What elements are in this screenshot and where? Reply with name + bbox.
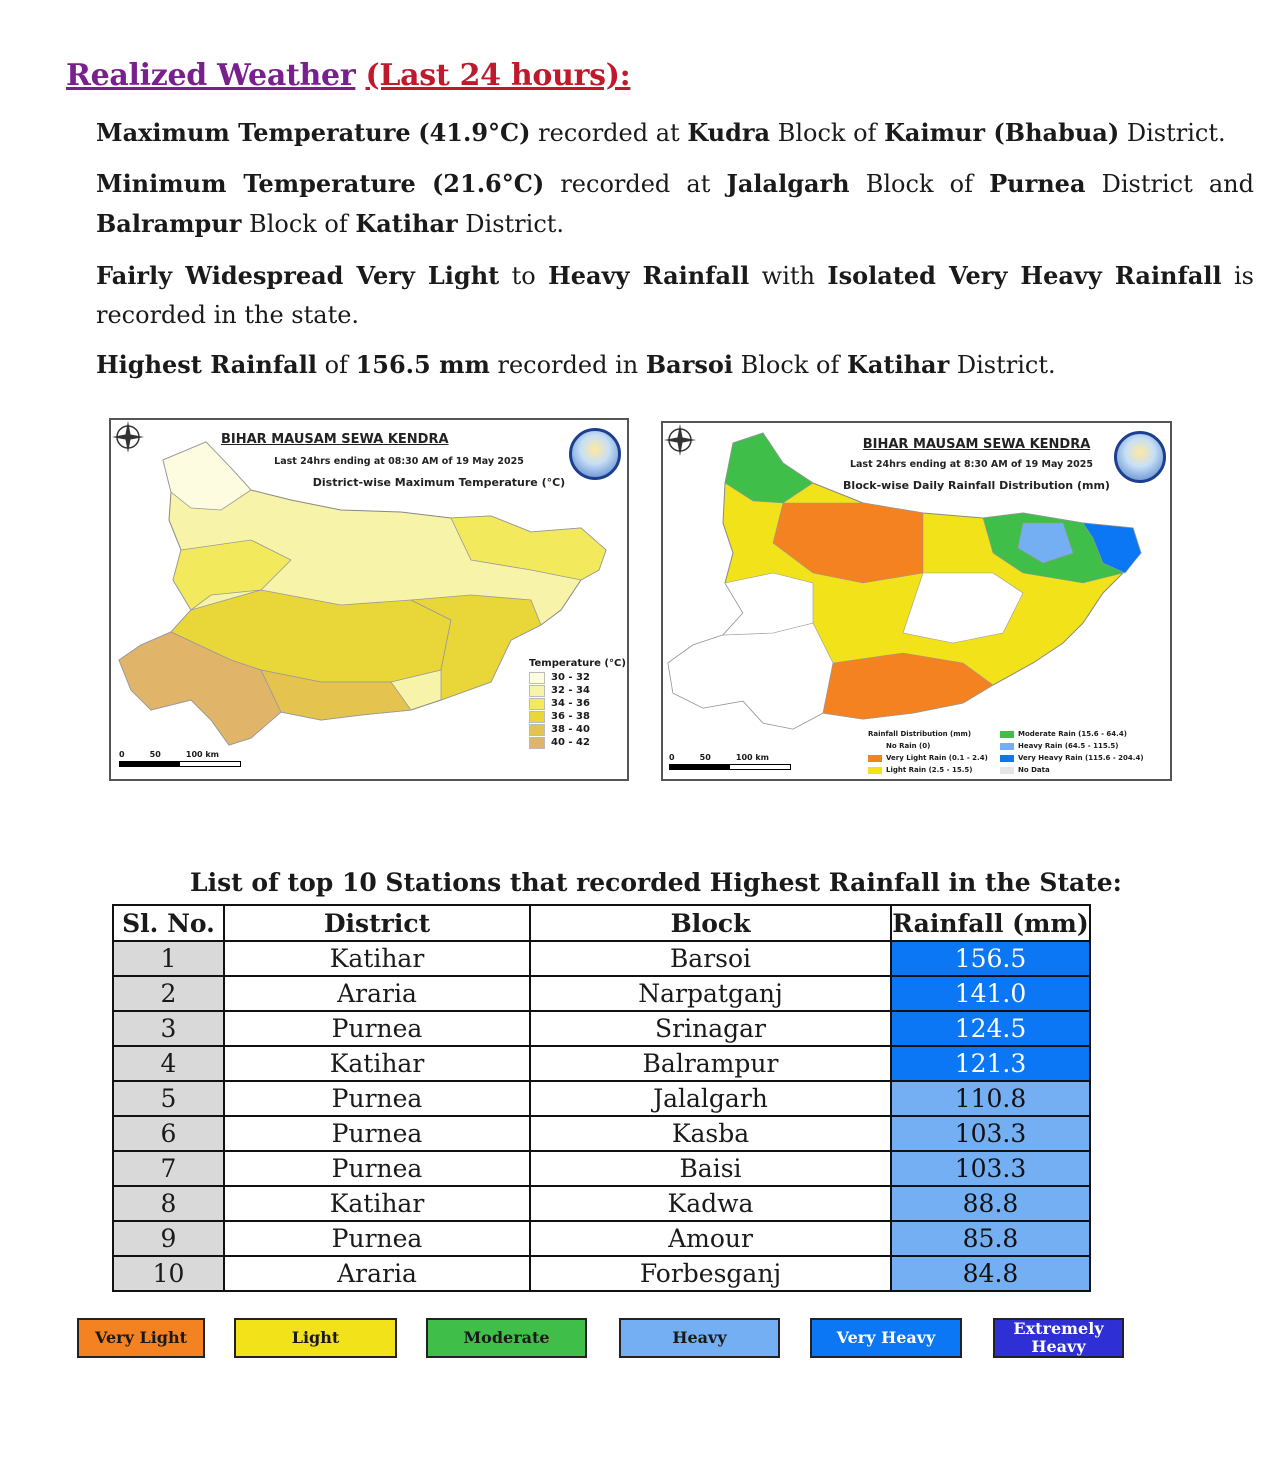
legend-label: 34 - 36	[551, 698, 590, 709]
cell-rainfall: 85.8	[891, 1221, 1090, 1256]
legend-swatch	[529, 672, 545, 684]
cell-sl-no: 1	[113, 941, 224, 976]
table-header-row	[113, 905, 1090, 941]
text-fragment: Block of	[732, 351, 847, 379]
highest-rain-block: Barsoi	[645, 350, 733, 379]
scale-label: 100 km	[185, 750, 220, 759]
rain-range-start: Fairly Widespread Very Light	[96, 261, 500, 290]
cell-block: Balrampur	[530, 1046, 891, 1081]
cell-district: Purnea	[224, 1011, 530, 1046]
cell-block: Barsoi	[530, 941, 891, 976]
cell-block: Jalalgarh	[530, 1081, 891, 1116]
temperature-legend-title: Temperature (°C)	[529, 658, 626, 669]
legend-swatch	[868, 767, 882, 774]
max-temp-paragraph	[96, 113, 1254, 153]
cell-sl-no: 3	[113, 1011, 224, 1046]
rainfall-legend-item	[1000, 752, 1144, 764]
text-fragment: District.	[949, 351, 1056, 379]
legend-swatch	[529, 711, 545, 723]
rainfall-legend-item	[868, 764, 988, 776]
temperature-map-scale	[119, 750, 241, 767]
max-temp-label: Maximum Temperature	[96, 118, 411, 147]
text-fragment: Block of	[770, 119, 885, 147]
text-fragment: of	[316, 351, 356, 379]
category-very-heavy: Very Heavy	[810, 1318, 962, 1358]
temperature-legend-item	[529, 697, 626, 710]
cell-sl-no: 10	[113, 1256, 224, 1291]
cell-district: Katihar	[224, 1186, 530, 1221]
rainfall-map-scale	[669, 753, 791, 770]
category-extremely-heavy: Extremely Heavy	[993, 1318, 1124, 1358]
scale-label: 50	[149, 750, 161, 759]
cell-rainfall: 141.0	[891, 976, 1090, 1011]
cell-sl-no: 7	[113, 1151, 224, 1186]
rainfall-legend-item	[868, 752, 988, 764]
rainfall-map-graphic	[663, 423, 1170, 779]
highest-rain-value: 156.5 mm	[355, 350, 490, 379]
table-row	[113, 976, 1090, 1011]
legend-label: No Data	[1018, 766, 1050, 774]
table-row	[113, 1081, 1090, 1116]
temperature-map-org: BIHAR MAUSAM SEWA KENDRA	[221, 432, 449, 447]
text-fragment: recorded at	[530, 119, 688, 147]
rainfall-table	[112, 904, 1091, 1292]
cell-block: Narpatganj	[530, 976, 891, 1011]
min-temp-block-1: Jalalgarh	[726, 169, 850, 198]
cell-rainfall: 110.8	[891, 1081, 1090, 1116]
cell-rainfall: 84.8	[891, 1256, 1090, 1291]
rain-isolated: Isolated Very Heavy Rainfall	[827, 261, 1222, 290]
category-moderate: Moderate	[426, 1318, 587, 1358]
table-row	[113, 941, 1090, 976]
rainfall-legend-title: Rainfall Distribution (mm)	[868, 730, 972, 738]
cell-block: Baisi	[530, 1151, 891, 1186]
cell-rainfall: 121.3	[891, 1046, 1090, 1081]
min-temp-value: (21.6°C)	[431, 169, 545, 198]
legend-label: 36 - 38	[551, 711, 590, 722]
cell-block: Kasba	[530, 1116, 891, 1151]
legend-label: Very Light Rain (0.1 - 2.4)	[886, 754, 988, 762]
category-light: Light	[234, 1318, 397, 1358]
category-very-light: Very Light	[77, 1318, 205, 1358]
text-fragment: with	[749, 262, 828, 290]
cell-sl-no: 2	[113, 976, 224, 1011]
text-fragment: to	[499, 262, 549, 290]
cell-sl-no: 8	[113, 1186, 224, 1221]
min-temp-district-1: Purnea	[989, 169, 1086, 198]
table-row	[113, 1256, 1090, 1291]
cell-sl-no: 5	[113, 1081, 224, 1116]
cell-district: Katihar	[224, 1046, 530, 1081]
rainfall-legend-item	[1000, 740, 1144, 752]
legend-swatch	[529, 737, 545, 749]
temperature-map-subtitle: District-wise Maximum Temperature (°C)	[312, 476, 566, 489]
min-temp-district-2: Katihar	[355, 209, 458, 238]
temperature-legend-item	[529, 671, 626, 684]
legend-label: 40 - 42	[551, 737, 590, 748]
category-heavy: Heavy	[619, 1318, 780, 1358]
legend-label: 38 - 40	[551, 724, 590, 735]
header-sl-no: Sl. No.	[113, 905, 224, 941]
temperature-legend-item	[529, 710, 626, 723]
legend-label: Moderate Rain (15.6 - 64.4)	[1018, 730, 1127, 738]
page-heading	[66, 58, 630, 93]
cell-district: Araria	[224, 1256, 530, 1291]
legend-label: Very Heavy Rain (115.6 - 204.4)	[1018, 754, 1144, 762]
rainfall-legend-item	[868, 740, 988, 752]
legend-swatch	[1000, 767, 1014, 774]
heading-period: (Last 24 hours):	[365, 58, 631, 93]
scale-bar	[669, 764, 791, 770]
text-fragment: recorded at	[544, 170, 727, 198]
legend-swatch	[529, 724, 545, 736]
rainfall-map-period: Last 24hrs ending at 8:30 AM of 19 May 2025	[849, 459, 1094, 470]
cell-district: Purnea	[224, 1116, 530, 1151]
cell-district: Katihar	[224, 941, 530, 976]
scale-label: 50	[699, 753, 711, 762]
table-row	[113, 1151, 1090, 1186]
cell-rainfall: 103.3	[891, 1116, 1090, 1151]
text-fragment: District and	[1085, 170, 1254, 198]
text-fragment: recorded in	[489, 351, 646, 379]
legend-swatch	[1000, 731, 1014, 738]
header-district: District	[224, 905, 530, 941]
legend-swatch	[1000, 743, 1014, 750]
max-temp-value: (41.9°C)	[418, 118, 531, 147]
table-row	[113, 1116, 1090, 1151]
cell-block: Srinagar	[530, 1011, 891, 1046]
cell-district: Araria	[224, 976, 530, 1011]
legend-label: Heavy Rain (64.5 - 115.5)	[1018, 742, 1119, 750]
text-fragment: District.	[1119, 119, 1226, 147]
temperature-map	[109, 418, 629, 781]
heading-title: Realized Weather	[66, 58, 356, 93]
scale-label: 100 km	[735, 753, 770, 762]
table-caption: List of top 10 Stations that recorded Highest Rainfall in the State:	[190, 868, 1122, 897]
legend-label: Light Rain (2.5 - 15.5)	[886, 766, 973, 774]
scale-label: 0	[669, 753, 675, 762]
temperature-legend-item	[529, 736, 626, 749]
highest-rain-paragraph	[96, 345, 1254, 385]
legend-label: No Rain (0)	[886, 742, 931, 750]
cell-rainfall: 103.3	[891, 1151, 1090, 1186]
cell-block: Kadwa	[530, 1186, 891, 1221]
legend-label: 32 - 34	[551, 685, 590, 696]
cell-district: Purnea	[224, 1081, 530, 1116]
legend-label: 30 - 32	[551, 672, 590, 683]
legend-swatch	[868, 743, 882, 750]
max-temp-block: Kudra	[687, 118, 771, 147]
text-fragment: Block of	[849, 170, 990, 198]
table-row	[113, 1046, 1090, 1081]
scale-bar	[119, 761, 241, 767]
rainfall-map-subtitle: Block-wise Daily Rainfall Distribution (mm)	[843, 479, 1110, 492]
text-fragment: District.	[457, 210, 565, 238]
cell-rainfall: 124.5	[891, 1011, 1090, 1046]
rain-range-end: Heavy Rainfall	[548, 261, 750, 290]
cell-district: Purnea	[224, 1151, 530, 1186]
scale-label: 0	[119, 750, 125, 759]
cell-block: Forbesganj	[530, 1256, 891, 1291]
temperature-legend-item	[529, 684, 626, 697]
legend-swatch	[1000, 755, 1014, 762]
table-row	[113, 1186, 1090, 1221]
table-row	[113, 1221, 1090, 1256]
legend-swatch	[529, 685, 545, 697]
cell-district: Purnea	[224, 1221, 530, 1256]
rainfall-legend-item	[1000, 764, 1144, 776]
cell-rainfall: 88.8	[891, 1186, 1090, 1221]
temperature-legend-item	[529, 723, 626, 736]
cell-sl-no: 4	[113, 1046, 224, 1081]
cell-sl-no: 6	[113, 1116, 224, 1151]
min-temp-block-2: Balrampur	[96, 209, 242, 238]
min-temp-label: Minimum Temperature	[96, 169, 416, 198]
table-row	[113, 1011, 1090, 1046]
max-temp-district: Kaimur (Bhabua)	[884, 118, 1120, 147]
legend-swatch	[868, 755, 882, 762]
highest-rain-label: Highest Rainfall	[96, 350, 317, 379]
cell-rainfall: 156.5	[891, 941, 1090, 976]
min-temp-paragraph	[96, 164, 1254, 244]
temperature-map-period: Last 24hrs ending at 08:30 AM of 19 May 2025	[274, 456, 524, 467]
legend-swatch	[529, 698, 545, 710]
rainfall-paragraph	[96, 256, 1254, 335]
bmsk-logo-icon	[1114, 431, 1166, 483]
rainfall-map	[661, 421, 1172, 781]
temperature-legend	[529, 658, 626, 749]
rainfall-map-org: BIHAR MAUSAM SEWA KENDRA	[862, 437, 1091, 452]
header-rainfall: Rainfall (mm)	[891, 905, 1090, 941]
text-fragment: is recorded in the state.	[96, 262, 1254, 329]
cell-block: Amour	[530, 1221, 891, 1256]
header-block: Block	[530, 905, 891, 941]
highest-rain-district: Katihar	[846, 350, 950, 379]
rainfall-legend-item	[1000, 728, 1144, 740]
text-fragment: Block of	[241, 210, 356, 238]
bmsk-logo-icon	[569, 428, 621, 480]
cell-sl-no: 9	[113, 1221, 224, 1256]
